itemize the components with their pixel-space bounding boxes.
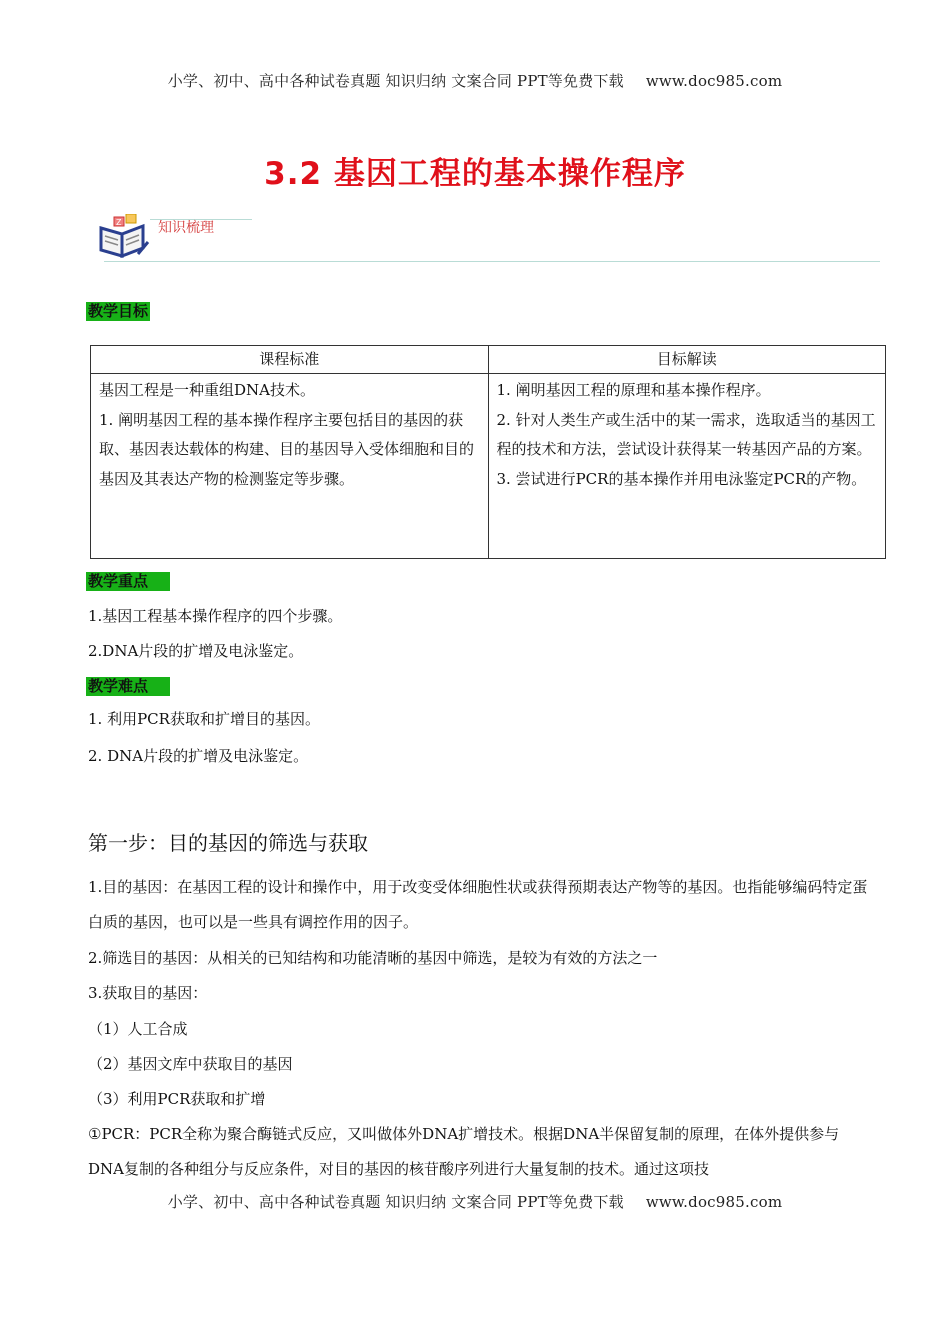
page-footer	[0, 1191, 950, 1212]
svg-text:Z: Z	[116, 218, 122, 227]
page-title: 3.2 基因工程的基本操作程序	[264, 156, 686, 192]
key-point-item: 1.基因工程基本操作程序的四个步骤。	[88, 607, 343, 625]
interpretation-line: 3. 尝试进行PCR的基本操作并用电泳鉴定PCR的产物。	[496, 469, 867, 488]
standard-line: 基因工程是一种重组DNA技术。	[99, 381, 315, 399]
difficult-point-item: 2. DNA片段的扩增及电泳鉴定。	[88, 747, 309, 765]
step1-paragraph: 3.获取目的基因：	[88, 984, 208, 1002]
goals-cell-interpretation	[488, 374, 886, 559]
interpretation-line: 2. 针对人类生产或生活中的某一需求，选取适当的基因工程的技术和方法，尝试设计获得某一转基因产品的方案。	[496, 410, 876, 458]
goals-header-interpretation: 目标解读	[488, 346, 886, 374]
key-points-tag: 教学重点	[86, 572, 170, 591]
goals-cell-standard	[91, 374, 489, 559]
knowledge-box-label: 知识梳理	[158, 220, 214, 236]
difficult-point-item: 1. 利用PCR获取和扩增目的基因。	[88, 710, 320, 728]
interpretation-line: 1. 阐明基因工程的原理和基本操作程序。	[496, 381, 771, 399]
key-point-item: 2.DNA片段的扩增及电泳鉴定。	[88, 642, 304, 660]
standard-line: 1. 阐明基因工程的基本操作程序主要包括目的基因的获取、基因表达载体的构建、目的基因导入受体细胞和目的基因及其表达产物的检测鉴定等步骤。	[99, 410, 475, 488]
difficult-points-tag: 教学难点	[86, 677, 170, 696]
goals-table	[90, 345, 886, 559]
teaching-goals-tag: 教学目标	[88, 302, 149, 320]
step1-subitem: （2）基因文库中获取目的基因	[88, 1055, 293, 1073]
footer-text: 小学、初中、高中各种试卷真题 知识归纳 文案合同 PPT等免费下载	[167, 1193, 624, 1211]
step1-subitem: （3）利用PCR获取和扩增	[88, 1090, 266, 1108]
step1-pcr-paragraph: ①PCR：PCR全称为聚合酶链式反应，又叫做体外DNA扩增技术。根据DNA半保留复制的原理，在体外提供参与DNA复制的各种组分与反应条件，对目的基因的核苷酸序列进行大量复制的技术。通过这项技	[88, 1125, 840, 1178]
open-book-icon	[98, 214, 150, 260]
header-site-link[interactable]: www.doc985.com	[645, 72, 783, 90]
page-header	[0, 70, 950, 91]
step1-subitem: （1）人工合成	[88, 1020, 188, 1038]
step1-paragraph: 1.目的基因：在基因工程的设计和操作中，用于改变受体细胞性状或获得预期表达产物等的基因。也指能够编码特定蛋白质的基因，也可以是一些具有调控作用的因子。	[88, 878, 868, 931]
header-text: 小学、初中、高中各种试卷真题 知识归纳 文案合同 PPT等免费下载	[167, 72, 624, 90]
goals-header-standard: 课程标准	[91, 346, 489, 374]
knowledge-box-rule	[104, 261, 880, 262]
step1-heading: 第一步：目的基因的筛选与获取	[88, 831, 368, 855]
footer-site-link[interactable]: www.doc985.com	[645, 1193, 783, 1211]
step1-paragraph: 2.筛选目的基因：从相关的已知结构和功能清晰的基因中筛选，是较为有效的方法之一	[88, 949, 658, 967]
